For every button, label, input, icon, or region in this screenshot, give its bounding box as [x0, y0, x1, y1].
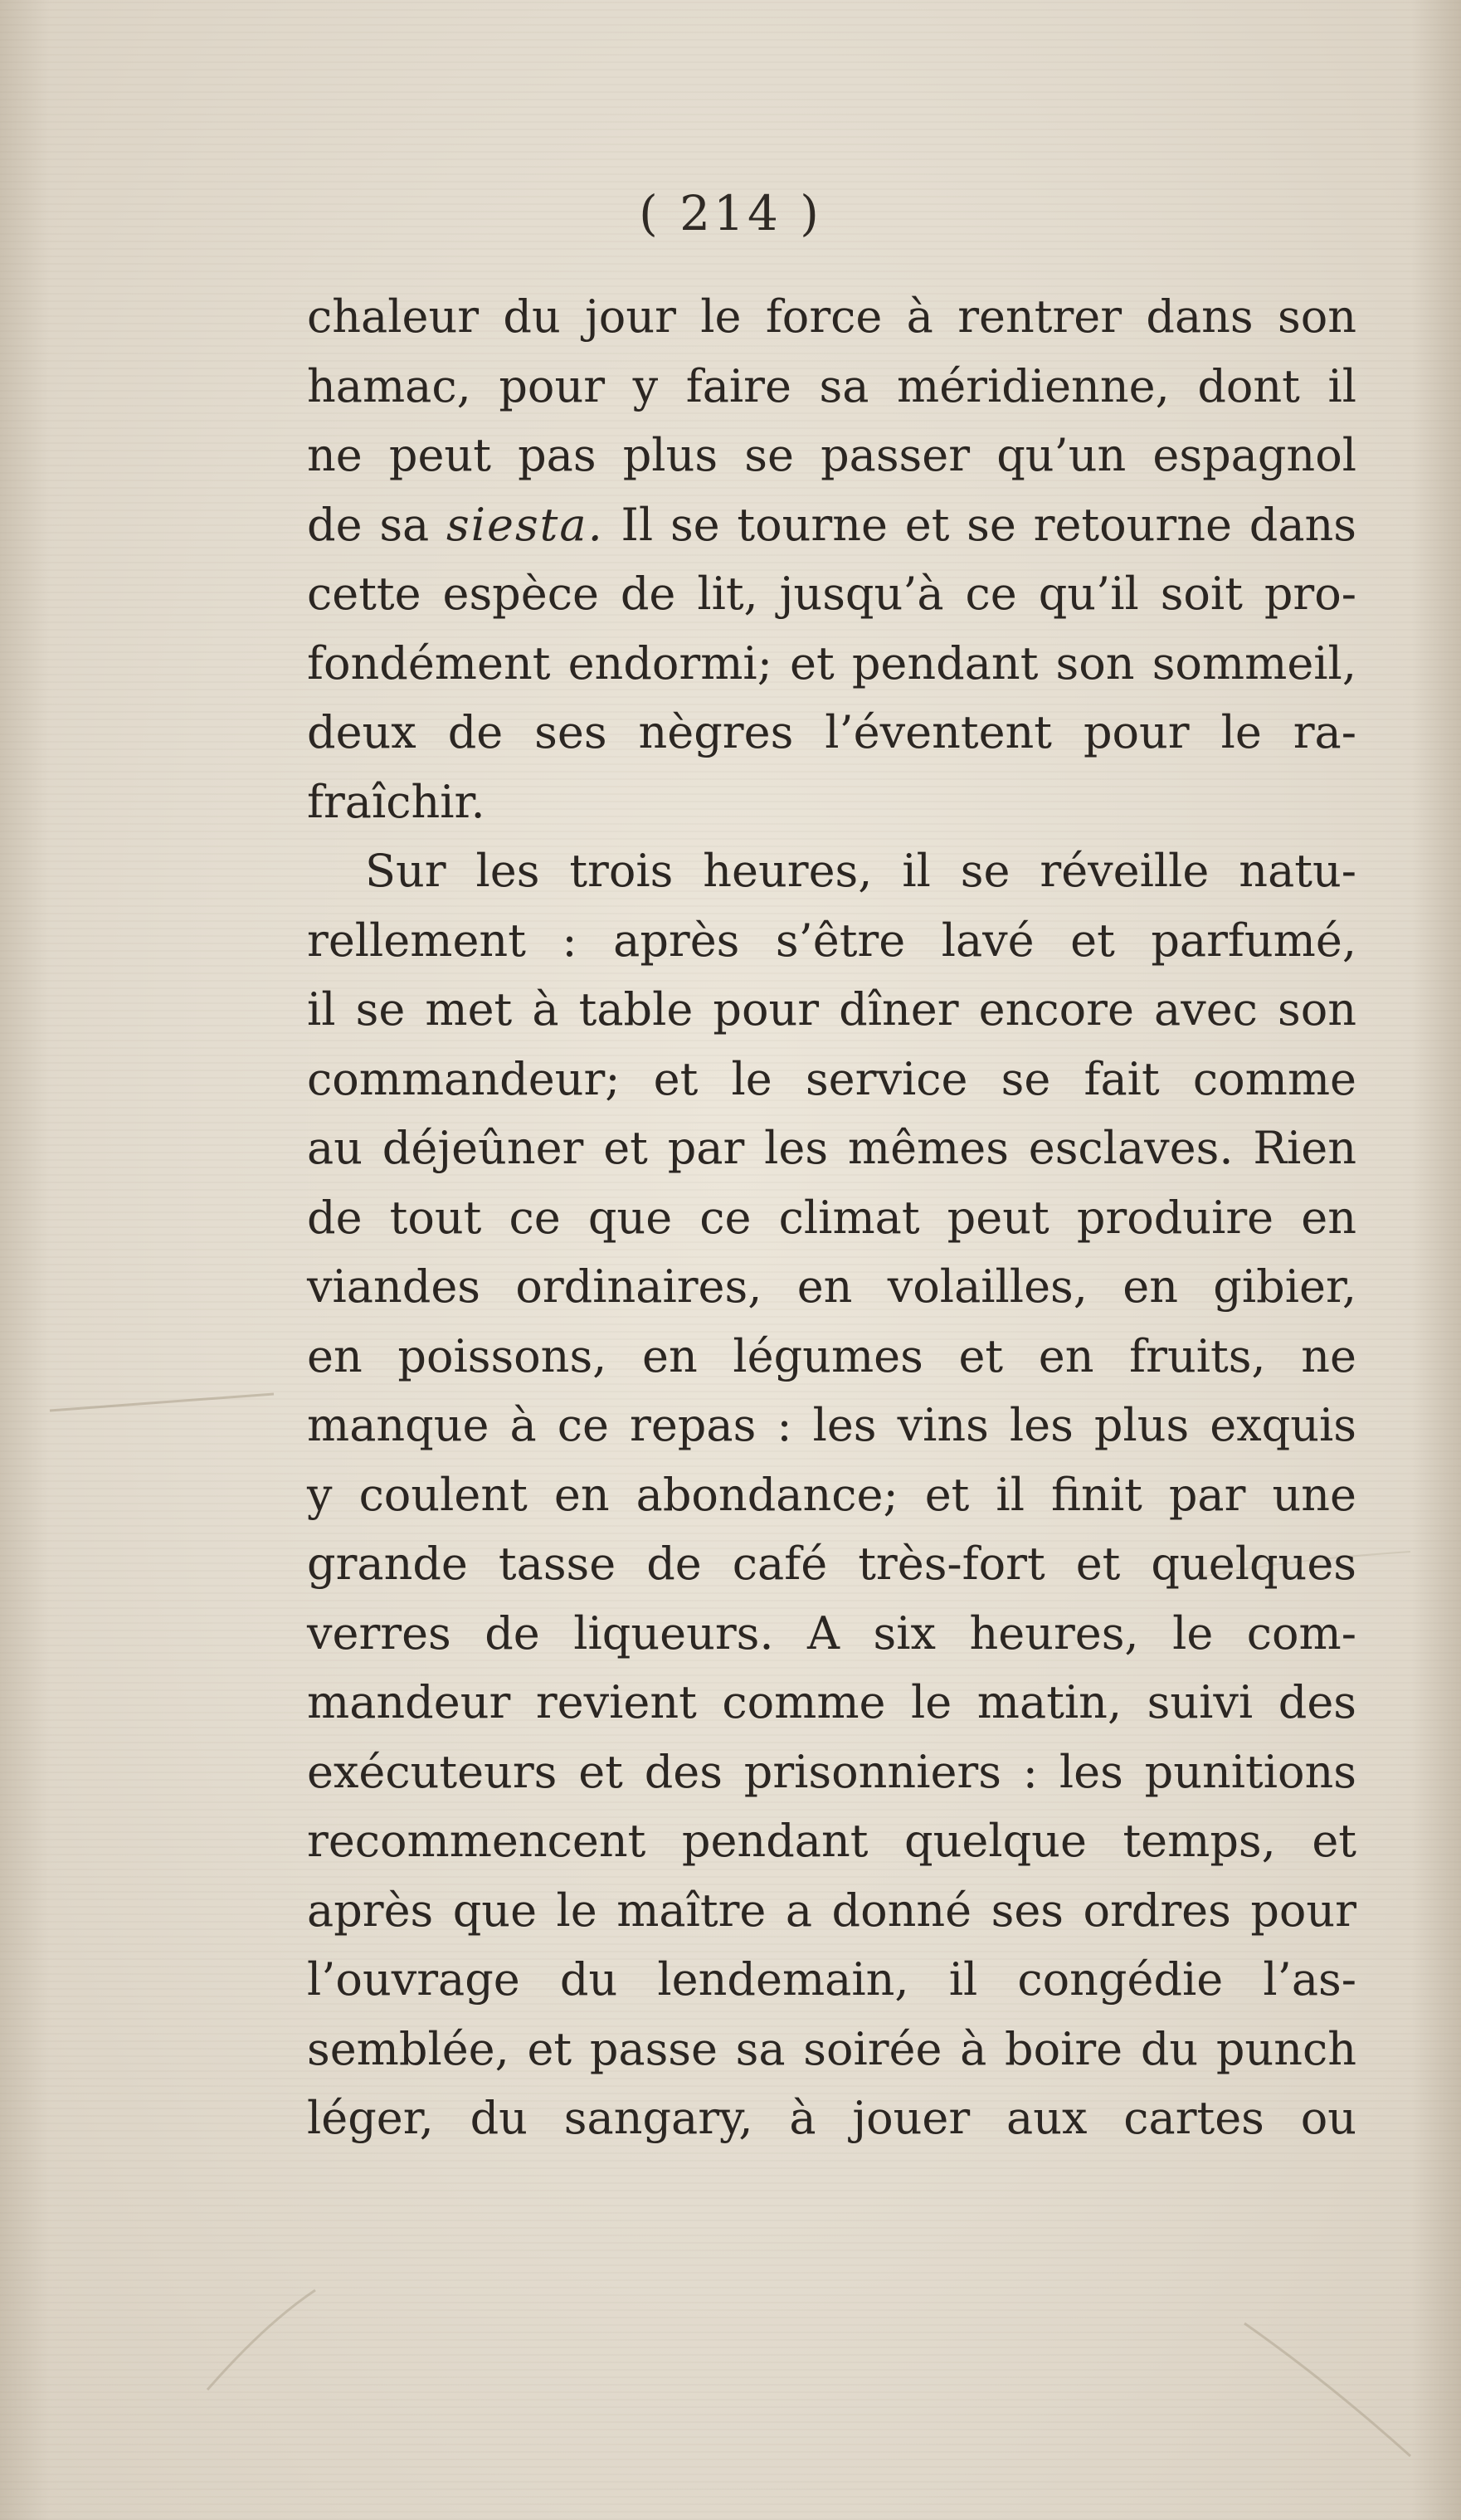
text-line: Sur les trois heures, il se réveille natu-: [365, 845, 1356, 897]
text-line: l’ouvrage du lendemain, il congédie l’as-: [307, 1953, 1356, 2006]
text-line: exécuteurs et des prisonniers : les punitions: [307, 1745, 1356, 1798]
text-line: deux de ses nègres l’éventent pour le ra-: [307, 706, 1356, 758]
text-line: ne peut pas plus se passer qu’un espagnol: [307, 429, 1356, 481]
text-segment: de sa: [307, 498, 447, 551]
text-line: [307, 490, 1356, 560]
text-line: de tout ce que ce climat peut produire en: [307, 1191, 1356, 1244]
text-line: grande tasse de café très-fort et quelques: [307, 1538, 1356, 1590]
text-line: verres de liqueurs. A six heures, le com-: [307, 1606, 1356, 1660]
text-line: il se met à table pour dîner encore avec son: [307, 983, 1356, 1036]
text-line: viandes ordinaires, en volailles, en gibier,: [307, 1260, 1356, 1313]
text-line: commandeur; et le service se fait comme: [307, 1052, 1356, 1105]
text-line: y coulent en abondance; et il finit par une: [307, 1468, 1356, 1521]
right-edge-shadow: [1411, 0, 1461, 2520]
text-line: chaleur du jour le force à rentrer dans son: [307, 290, 1356, 343]
text-line: après que le maître a donné ses ordres pour: [307, 1884, 1356, 1937]
paragraph-2: [307, 836, 1356, 2153]
text-line: manque à ce repas : les vins les plus exquis: [307, 1399, 1356, 1451]
left-edge-shadow: [0, 0, 50, 2520]
text-line: au déjeûner et par les mêmes esclaves. Rien: [307, 1122, 1356, 1174]
text-line: hamac, pour y faire sa méridienne, dont il: [307, 359, 1356, 412]
italic-word: siesta.: [446, 498, 604, 551]
text-line: recommencent pendant quelque temps, et: [307, 1815, 1356, 1867]
paragraph-1: [307, 282, 1356, 836]
text-line: mandeur revient comme le matin, suivi des: [307, 1676, 1356, 1728]
body-text: [307, 282, 1356, 2153]
text-segment: Il se tourne et se retourne dans: [603, 498, 1356, 551]
page-number: ( 214 ): [639, 185, 822, 241]
text-line: fondément endormi; et pendant son sommeil,: [307, 636, 1356, 690]
text-line: cette espèce de lit, jusqu’à ce qu’il soit pro-: [307, 568, 1356, 620]
text-line: fraîchir.: [307, 775, 485, 828]
text-line: semblée, et passe sa soirée à boire du punch: [307, 2022, 1356, 2075]
text-line: rellement : après s’être lavé et parfumé,: [307, 914, 1356, 967]
text-line: en poissons, en légumes et en fruits, ne: [307, 1329, 1356, 1382]
text-line: léger, du sangary, à jouer aux cartes ou: [307, 2092, 1356, 2144]
